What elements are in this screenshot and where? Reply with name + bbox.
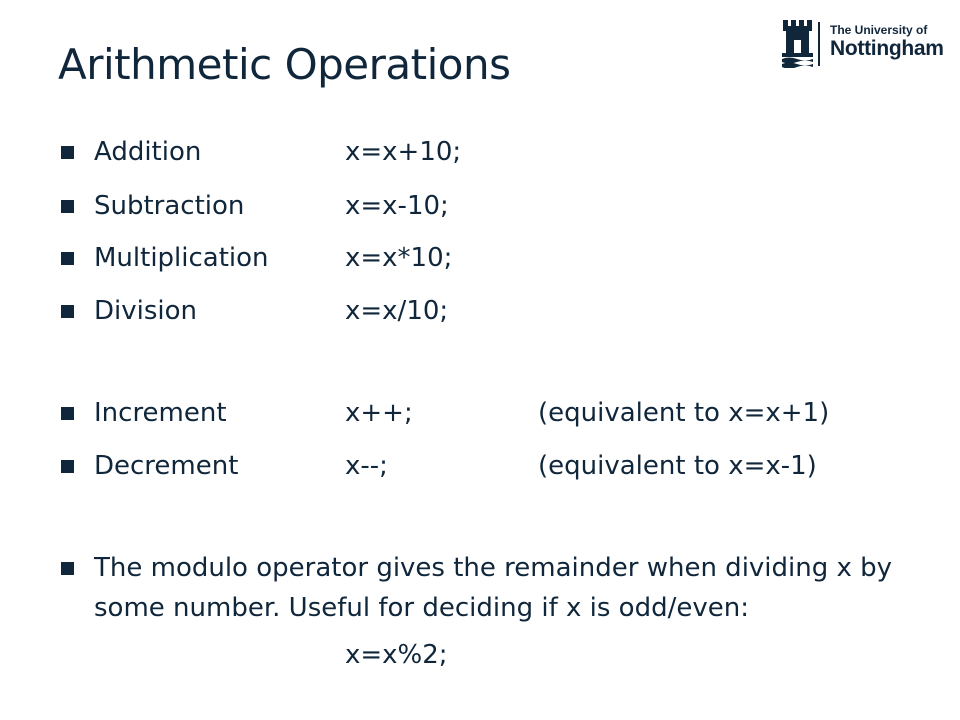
- slide-title: Arithmetic Operations: [58, 40, 511, 89]
- bullet-square-icon: [61, 252, 74, 265]
- operation-label-decrement: Decrement: [94, 451, 239, 481]
- bullet-square-icon: [61, 407, 74, 420]
- bullet-square-icon: [61, 200, 74, 213]
- bullet-square-icon: [61, 146, 74, 159]
- operation-code-addition: x=x+10;: [345, 137, 462, 167]
- operation-note-increment: (equivalent to x=x+1): [538, 398, 830, 428]
- bullet-square-icon: [61, 460, 74, 473]
- operation-label-multiplication: Multiplication: [94, 243, 269, 273]
- logo-wordmark: [830, 24, 944, 60]
- operation-code-division: x=x/10;: [345, 296, 449, 326]
- logo-divider: [818, 22, 820, 66]
- castle-crest-icon: [780, 18, 814, 68]
- operation-label-addition: Addition: [94, 137, 202, 167]
- modulo-code: x=x%2;: [345, 640, 448, 670]
- logo-line-2: Nottingham: [830, 37, 944, 61]
- bullet-square-icon: [61, 305, 74, 318]
- operation-note-decrement: (equivalent to x=x-1): [538, 451, 817, 481]
- operation-code-decrement: x--;: [345, 451, 388, 481]
- operation-code-subtraction: x=x-10;: [345, 191, 449, 221]
- operation-label-increment: Increment: [94, 398, 227, 428]
- university-logo: [780, 18, 950, 70]
- modulo-description: The modulo operator gives the remainder when dividing x by some number. Useful for deciding if x is odd/even:: [94, 553, 893, 623]
- operation-code-increment: x++;: [345, 398, 413, 428]
- operation-label-division: Division: [94, 296, 198, 326]
- operation-label-subtraction: Subtraction: [94, 191, 245, 221]
- bullet-square-icon: [61, 562, 74, 575]
- logo-line-1: The University of: [830, 23, 928, 37]
- operation-code-multiplication: x=x*10;: [345, 243, 453, 273]
